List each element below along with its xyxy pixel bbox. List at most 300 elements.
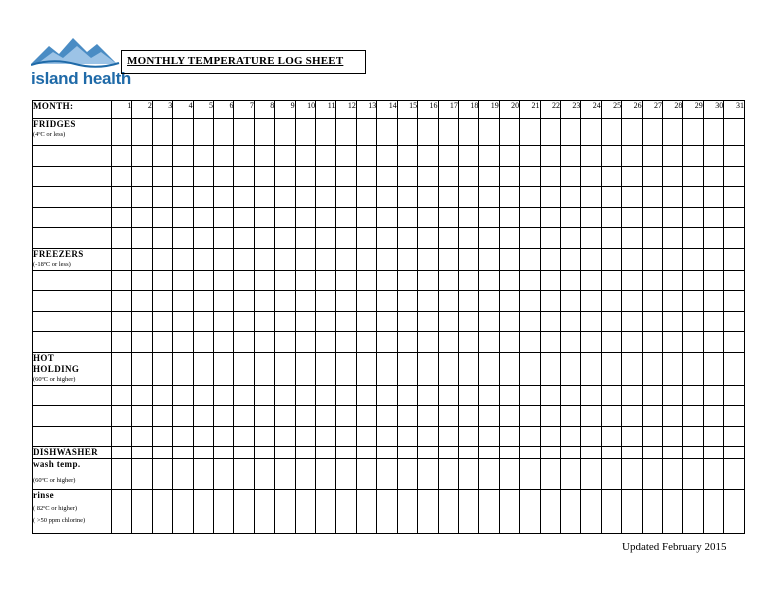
fridges-row-1-day-26[interactable] <box>622 146 642 167</box>
hot-holding-row-2-day-9[interactable] <box>275 406 295 427</box>
hot-holding-row-2-day-30[interactable] <box>703 406 723 427</box>
wash-temp-day-24[interactable] <box>581 459 601 490</box>
fridges-row-4-day-30[interactable] <box>703 207 723 228</box>
hot-holding-row-2-day-29[interactable] <box>683 406 703 427</box>
fridges-row-4-day-9[interactable] <box>275 207 295 228</box>
rinse-day-5[interactable] <box>193 490 213 534</box>
freezers-row-2-day-3[interactable] <box>152 291 172 312</box>
fridges-header-day-21[interactable] <box>520 119 540 146</box>
hot-holding-row-2-day-10[interactable] <box>295 406 315 427</box>
hot-holding-header-day-21[interactable] <box>520 352 540 385</box>
fridges-row-3-day-15[interactable] <box>397 187 417 208</box>
hot-holding-row-1-day-22[interactable] <box>540 385 560 406</box>
freezers-header-day-16[interactable] <box>418 248 438 270</box>
fridges-row-5-day-13[interactable] <box>356 228 376 249</box>
freezers-row-4-day-17[interactable] <box>438 332 458 353</box>
fridges-row-4-day-26[interactable] <box>622 207 642 228</box>
hot-holding-row-3-day-17[interactable] <box>438 426 458 447</box>
dishwasher-header-day-1[interactable] <box>112 447 132 459</box>
hot-holding-row-1-day-18[interactable] <box>458 385 478 406</box>
fridges-row-5-day-26[interactable] <box>622 228 642 249</box>
fridges-row-1-day-17[interactable] <box>438 146 458 167</box>
rinse-day-14[interactable] <box>377 490 397 534</box>
fridges-header-day-11[interactable] <box>316 119 336 146</box>
dishwasher-header-day-9[interactable] <box>275 447 295 459</box>
fridges-row-5-day-21[interactable] <box>520 228 540 249</box>
dishwasher-header-day-17[interactable] <box>438 447 458 459</box>
dishwasher-header-day-18[interactable] <box>458 447 478 459</box>
freezers-row-2-day-2[interactable] <box>132 291 152 312</box>
rinse-day-10[interactable] <box>295 490 315 534</box>
fridges-row-5-day-14[interactable] <box>377 228 397 249</box>
fridges-header-day-29[interactable] <box>683 119 703 146</box>
fridges-row-2-day-29[interactable] <box>683 166 703 187</box>
wash-temp-day-22[interactable] <box>540 459 560 490</box>
freezers-row-1-day-14[interactable] <box>377 270 397 291</box>
hot-holding-row-2-day-23[interactable] <box>560 406 580 427</box>
dishwasher-header-day-27[interactable] <box>642 447 662 459</box>
dishwasher-header-day-26[interactable] <box>622 447 642 459</box>
hot-holding-header-day-27[interactable] <box>642 352 662 385</box>
fridges-row-3-day-14[interactable] <box>377 187 397 208</box>
wash-temp-day-4[interactable] <box>173 459 193 490</box>
freezers-row-4-day-29[interactable] <box>683 332 703 353</box>
freezers-header-day-14[interactable] <box>377 248 397 270</box>
fridges-row-4-day-18[interactable] <box>458 207 478 228</box>
hot-holding-row-2-day-25[interactable] <box>601 406 621 427</box>
fridges-row-4-day-6[interactable] <box>214 207 234 228</box>
freezers-row-4-day-18[interactable] <box>458 332 478 353</box>
freezers-row-1-day-27[interactable] <box>642 270 662 291</box>
hot-holding-row-1-day-12[interactable] <box>336 385 356 406</box>
fridges-row-4-day-27[interactable] <box>642 207 662 228</box>
freezers-row-2-day-13[interactable] <box>356 291 376 312</box>
dishwasher-header-day-25[interactable] <box>601 447 621 459</box>
freezers-row-3-day-26[interactable] <box>622 311 642 332</box>
freezers-row-2-day-20[interactable] <box>499 291 519 312</box>
freezers-row-3-day-15[interactable] <box>397 311 417 332</box>
hot-holding-row-2-day-6[interactable] <box>214 406 234 427</box>
dishwasher-header-day-11[interactable] <box>316 447 336 459</box>
freezers-row-4-day-13[interactable] <box>356 332 376 353</box>
hot-holding-row-3-day-21[interactable] <box>520 426 540 447</box>
freezers-header-day-7[interactable] <box>234 248 254 270</box>
hot-holding-row-1-day-19[interactable] <box>479 385 499 406</box>
freezers-row-4-day-7[interactable] <box>234 332 254 353</box>
rinse-day-1[interactable] <box>112 490 132 534</box>
fridges-row-1-day-6[interactable] <box>214 146 234 167</box>
fridges-row-3-day-25[interactable] <box>601 187 621 208</box>
hot-holding-row-1-day-10[interactable] <box>295 385 315 406</box>
dishwasher-header-day-31[interactable] <box>724 447 745 459</box>
fridges-row-5-day-29[interactable] <box>683 228 703 249</box>
fridges-row-2-day-16[interactable] <box>418 166 438 187</box>
freezers-row-2-day-15[interactable] <box>397 291 417 312</box>
freezers-row-3-day-30[interactable] <box>703 311 723 332</box>
freezers-header-day-13[interactable] <box>356 248 376 270</box>
freezers-row-4-day-8[interactable] <box>254 332 274 353</box>
rinse-day-24[interactable] <box>581 490 601 534</box>
wash-temp-day-25[interactable] <box>601 459 621 490</box>
fridges-row-1-day-9[interactable] <box>275 146 295 167</box>
fridges-row-5-day-5[interactable] <box>193 228 213 249</box>
hot-holding-row-3-day-12[interactable] <box>336 426 356 447</box>
freezers-row-3-day-27[interactable] <box>642 311 662 332</box>
dishwasher-header-day-6[interactable] <box>214 447 234 459</box>
fridges-row-1-day-30[interactable] <box>703 146 723 167</box>
freezers-row-1-day-15[interactable] <box>397 270 417 291</box>
fridges-row-4-day-5[interactable] <box>193 207 213 228</box>
hot-holding-row-3-day-11[interactable] <box>316 426 336 447</box>
fridges-row-3-day-18[interactable] <box>458 187 478 208</box>
hot-holding-row-3-day-2[interactable] <box>132 426 152 447</box>
freezers-row-1-day-28[interactable] <box>662 270 682 291</box>
freezers-header-day-21[interactable] <box>520 248 540 270</box>
wash-temp-day-9[interactable] <box>275 459 295 490</box>
dishwasher-header-day-10[interactable] <box>295 447 315 459</box>
rinse-day-19[interactable] <box>479 490 499 534</box>
hot-holding-row-1-day-15[interactable] <box>397 385 417 406</box>
freezers-row-3-day-20[interactable] <box>499 311 519 332</box>
rinse-day-31[interactable] <box>724 490 745 534</box>
freezers-row-4-day-12[interactable] <box>336 332 356 353</box>
freezers-row-4-day-27[interactable] <box>642 332 662 353</box>
fridges-row-1-day-27[interactable] <box>642 146 662 167</box>
freezers-row-4-day-25[interactable] <box>601 332 621 353</box>
rinse-day-7[interactable] <box>234 490 254 534</box>
freezers-header-day-12[interactable] <box>336 248 356 270</box>
freezers-row-4-day-4[interactable] <box>173 332 193 353</box>
hot-holding-row-1-day-24[interactable] <box>581 385 601 406</box>
fridges-row-4-day-4[interactable] <box>173 207 193 228</box>
fridges-row-5-day-24[interactable] <box>581 228 601 249</box>
fridges-row-2-day-5[interactable] <box>193 166 213 187</box>
freezers-row-3-day-3[interactable] <box>152 311 172 332</box>
freezers-row-4-day-2[interactable] <box>132 332 152 353</box>
freezers-row-2-day-1[interactable] <box>112 291 132 312</box>
fridges-header-day-30[interactable] <box>703 119 723 146</box>
freezers-row-3-day-17[interactable] <box>438 311 458 332</box>
freezers-row-3-day-18[interactable] <box>458 311 478 332</box>
rinse-day-13[interactable] <box>356 490 376 534</box>
hot-holding-row-3-day-20[interactable] <box>499 426 519 447</box>
freezers-row-2-day-27[interactable] <box>642 291 662 312</box>
fridges-row-5-day-31[interactable] <box>724 228 745 249</box>
freezers-row-1-day-30[interactable] <box>703 270 723 291</box>
fridges-row-1-day-31[interactable] <box>724 146 745 167</box>
freezers-row-3-day-5[interactable] <box>193 311 213 332</box>
hot-holding-row-3-day-4[interactable] <box>173 426 193 447</box>
hot-holding-row-3-day-9[interactable] <box>275 426 295 447</box>
fridges-header-day-2[interactable] <box>132 119 152 146</box>
wash-temp-day-30[interactable] <box>703 459 723 490</box>
hot-holding-row-3-day-3[interactable] <box>152 426 172 447</box>
hot-holding-row-3-day-8[interactable] <box>254 426 274 447</box>
fridges-row-4-day-3[interactable] <box>152 207 172 228</box>
fridges-row-1-day-12[interactable] <box>336 146 356 167</box>
fridges-header-day-23[interactable] <box>560 119 580 146</box>
freezers-header-day-11[interactable] <box>316 248 336 270</box>
fridges-row-2-day-2[interactable] <box>132 166 152 187</box>
fridges-row-3-day-11[interactable] <box>316 187 336 208</box>
freezers-row-1-day-10[interactable] <box>295 270 315 291</box>
wash-temp-day-18[interactable] <box>458 459 478 490</box>
fridges-header-day-16[interactable] <box>418 119 438 146</box>
hot-holding-row-3-day-5[interactable] <box>193 426 213 447</box>
freezers-row-3-day-13[interactable] <box>356 311 376 332</box>
hot-holding-row-1-day-5[interactable] <box>193 385 213 406</box>
freezers-row-1-day-17[interactable] <box>438 270 458 291</box>
fridges-row-4-day-28[interactable] <box>662 207 682 228</box>
rinse-day-4[interactable] <box>173 490 193 534</box>
freezers-header-day-31[interactable] <box>724 248 745 270</box>
fridges-row-1-day-22[interactable] <box>540 146 560 167</box>
hot-holding-row-1-day-30[interactable] <box>703 385 723 406</box>
rinse-day-16[interactable] <box>418 490 438 534</box>
hot-holding-header-day-25[interactable] <box>601 352 621 385</box>
freezers-row-4-day-9[interactable] <box>275 332 295 353</box>
hot-holding-row-2-day-26[interactable] <box>622 406 642 427</box>
freezers-row-2-day-23[interactable] <box>560 291 580 312</box>
hot-holding-row-3-day-24[interactable] <box>581 426 601 447</box>
freezers-row-1-day-19[interactable] <box>479 270 499 291</box>
freezers-row-4-day-20[interactable] <box>499 332 519 353</box>
hot-holding-row-2-day-27[interactable] <box>642 406 662 427</box>
freezers-header-day-26[interactable] <box>622 248 642 270</box>
fridges-row-5-day-19[interactable] <box>479 228 499 249</box>
freezers-row-2-day-24[interactable] <box>581 291 601 312</box>
wash-temp-day-21[interactable] <box>520 459 540 490</box>
fridges-row-1-day-28[interactable] <box>662 146 682 167</box>
hot-holding-row-2-day-2[interactable] <box>132 406 152 427</box>
freezers-header-day-1[interactable] <box>112 248 132 270</box>
freezers-row-2-day-17[interactable] <box>438 291 458 312</box>
fridges-header-day-28[interactable] <box>662 119 682 146</box>
fridges-row-2-day-25[interactable] <box>601 166 621 187</box>
hot-holding-header-day-13[interactable] <box>356 352 376 385</box>
hot-holding-row-2-day-12[interactable] <box>336 406 356 427</box>
fridges-row-3-day-20[interactable] <box>499 187 519 208</box>
freezers-header-day-29[interactable] <box>683 248 703 270</box>
freezers-row-3-day-2[interactable] <box>132 311 152 332</box>
freezers-row-4-day-26[interactable] <box>622 332 642 353</box>
fridges-row-4-day-1[interactable] <box>112 207 132 228</box>
freezers-header-day-10[interactable] <box>295 248 315 270</box>
hot-holding-row-3-day-26[interactable] <box>622 426 642 447</box>
fridges-row-1-day-18[interactable] <box>458 146 478 167</box>
freezers-row-2-day-28[interactable] <box>662 291 682 312</box>
freezers-header-day-17[interactable] <box>438 248 458 270</box>
freezers-row-1-day-8[interactable] <box>254 270 274 291</box>
fridges-row-3-day-28[interactable] <box>662 187 682 208</box>
freezers-row-4-day-6[interactable] <box>214 332 234 353</box>
freezers-row-2-day-4[interactable] <box>173 291 193 312</box>
freezers-row-4-day-10[interactable] <box>295 332 315 353</box>
dishwasher-header-day-21[interactable] <box>520 447 540 459</box>
fridges-row-1-day-21[interactable] <box>520 146 540 167</box>
fridges-header-day-12[interactable] <box>336 119 356 146</box>
hot-holding-row-3-day-7[interactable] <box>234 426 254 447</box>
freezers-row-1-day-31[interactable] <box>724 270 745 291</box>
fridges-row-4-day-19[interactable] <box>479 207 499 228</box>
freezers-header-day-27[interactable] <box>642 248 662 270</box>
freezers-row-2-day-10[interactable] <box>295 291 315 312</box>
fridges-row-1-day-13[interactable] <box>356 146 376 167</box>
freezers-row-4-day-16[interactable] <box>418 332 438 353</box>
fridges-row-2-day-12[interactable] <box>336 166 356 187</box>
fridges-header-day-17[interactable] <box>438 119 458 146</box>
freezers-row-3-day-19[interactable] <box>479 311 499 332</box>
wash-temp-day-16[interactable] <box>418 459 438 490</box>
freezers-row-3-day-8[interactable] <box>254 311 274 332</box>
freezers-row-4-day-14[interactable] <box>377 332 397 353</box>
fridges-row-2-day-9[interactable] <box>275 166 295 187</box>
freezers-row-1-day-4[interactable] <box>173 270 193 291</box>
rinse-day-28[interactable] <box>662 490 682 534</box>
hot-holding-row-3-day-15[interactable] <box>397 426 417 447</box>
fridges-header-day-15[interactable] <box>397 119 417 146</box>
fridges-row-2-day-23[interactable] <box>560 166 580 187</box>
freezers-row-1-day-13[interactable] <box>356 270 376 291</box>
fridges-header-day-14[interactable] <box>377 119 397 146</box>
dishwasher-header-day-7[interactable] <box>234 447 254 459</box>
freezers-row-2-day-30[interactable] <box>703 291 723 312</box>
freezers-row-1-day-2[interactable] <box>132 270 152 291</box>
fridges-row-5-day-28[interactable] <box>662 228 682 249</box>
freezers-header-day-30[interactable] <box>703 248 723 270</box>
fridges-row-1-day-3[interactable] <box>152 146 172 167</box>
rinse-day-23[interactable] <box>560 490 580 534</box>
fridges-row-2-day-13[interactable] <box>356 166 376 187</box>
fridges-row-3-day-16[interactable] <box>418 187 438 208</box>
hot-holding-header-day-5[interactable] <box>193 352 213 385</box>
fridges-header-day-3[interactable] <box>152 119 172 146</box>
freezers-row-1-day-22[interactable] <box>540 270 560 291</box>
fridges-row-2-day-14[interactable] <box>377 166 397 187</box>
hot-holding-row-3-day-31[interactable] <box>724 426 745 447</box>
fridges-row-1-day-24[interactable] <box>581 146 601 167</box>
hot-holding-row-1-day-29[interactable] <box>683 385 703 406</box>
rinse-day-18[interactable] <box>458 490 478 534</box>
fridges-row-3-day-12[interactable] <box>336 187 356 208</box>
hot-holding-row-3-day-14[interactable] <box>377 426 397 447</box>
fridges-row-2-day-7[interactable] <box>234 166 254 187</box>
freezers-row-3-day-25[interactable] <box>601 311 621 332</box>
fridges-row-1-day-14[interactable] <box>377 146 397 167</box>
fridges-row-1-day-23[interactable] <box>560 146 580 167</box>
fridges-row-3-day-3[interactable] <box>152 187 172 208</box>
fridges-row-4-day-29[interactable] <box>683 207 703 228</box>
fridges-header-day-24[interactable] <box>581 119 601 146</box>
hot-holding-row-1-day-8[interactable] <box>254 385 274 406</box>
freezers-row-3-day-28[interactable] <box>662 311 682 332</box>
fridges-row-4-day-15[interactable] <box>397 207 417 228</box>
hot-holding-header-day-3[interactable] <box>152 352 172 385</box>
freezers-row-2-day-25[interactable] <box>601 291 621 312</box>
freezers-header-day-24[interactable] <box>581 248 601 270</box>
fridges-row-5-day-18[interactable] <box>458 228 478 249</box>
freezers-row-4-day-21[interactable] <box>520 332 540 353</box>
fridges-row-3-day-29[interactable] <box>683 187 703 208</box>
fridges-row-3-day-9[interactable] <box>275 187 295 208</box>
wash-temp-day-6[interactable] <box>214 459 234 490</box>
hot-holding-header-day-7[interactable] <box>234 352 254 385</box>
fridges-row-4-day-14[interactable] <box>377 207 397 228</box>
freezers-header-day-15[interactable] <box>397 248 417 270</box>
wash-temp-day-8[interactable] <box>254 459 274 490</box>
hot-holding-header-day-9[interactable] <box>275 352 295 385</box>
fridges-row-1-day-1[interactable] <box>112 146 132 167</box>
hot-holding-header-day-4[interactable] <box>173 352 193 385</box>
hot-holding-row-2-day-15[interactable] <box>397 406 417 427</box>
fridges-header-day-31[interactable] <box>724 119 745 146</box>
hot-holding-row-1-day-6[interactable] <box>214 385 234 406</box>
freezers-row-1-day-29[interactable] <box>683 270 703 291</box>
rinse-day-30[interactable] <box>703 490 723 534</box>
hot-holding-header-day-16[interactable] <box>418 352 438 385</box>
freezers-row-2-day-12[interactable] <box>336 291 356 312</box>
freezers-row-1-day-26[interactable] <box>622 270 642 291</box>
freezers-row-3-day-6[interactable] <box>214 311 234 332</box>
fridges-row-1-day-7[interactable] <box>234 146 254 167</box>
hot-holding-row-2-day-3[interactable] <box>152 406 172 427</box>
dishwasher-header-day-23[interactable] <box>560 447 580 459</box>
hot-holding-header-day-12[interactable] <box>336 352 356 385</box>
wash-temp-day-5[interactable] <box>193 459 213 490</box>
fridges-row-5-day-23[interactable] <box>560 228 580 249</box>
hot-holding-header-day-18[interactable] <box>458 352 478 385</box>
fridges-row-2-day-18[interactable] <box>458 166 478 187</box>
hot-holding-row-2-day-1[interactable] <box>112 406 132 427</box>
freezers-header-day-2[interactable] <box>132 248 152 270</box>
fridges-row-4-day-23[interactable] <box>560 207 580 228</box>
hot-holding-row-3-day-19[interactable] <box>479 426 499 447</box>
fridges-header-day-20[interactable] <box>499 119 519 146</box>
fridges-header-day-6[interactable] <box>214 119 234 146</box>
dishwasher-header-day-2[interactable] <box>132 447 152 459</box>
wash-temp-day-10[interactable] <box>295 459 315 490</box>
hot-holding-row-3-day-23[interactable] <box>560 426 580 447</box>
freezers-row-3-day-4[interactable] <box>173 311 193 332</box>
dishwasher-header-day-28[interactable] <box>662 447 682 459</box>
fridges-row-1-day-25[interactable] <box>601 146 621 167</box>
wash-temp-day-1[interactable] <box>112 459 132 490</box>
freezers-header-day-22[interactable] <box>540 248 560 270</box>
freezers-row-1-day-18[interactable] <box>458 270 478 291</box>
rinse-day-21[interactable] <box>520 490 540 534</box>
dishwasher-header-day-4[interactable] <box>173 447 193 459</box>
hot-holding-header-day-6[interactable] <box>214 352 234 385</box>
fridges-row-2-day-28[interactable] <box>662 166 682 187</box>
fridges-header-day-1[interactable] <box>112 119 132 146</box>
hot-holding-row-2-day-20[interactable] <box>499 406 519 427</box>
freezers-row-2-day-11[interactable] <box>316 291 336 312</box>
fridges-header-day-19[interactable] <box>479 119 499 146</box>
fridges-row-1-day-2[interactable] <box>132 146 152 167</box>
fridges-row-5-day-15[interactable] <box>397 228 417 249</box>
fridges-row-5-day-6[interactable] <box>214 228 234 249</box>
fridges-row-2-day-27[interactable] <box>642 166 662 187</box>
hot-holding-row-2-day-17[interactable] <box>438 406 458 427</box>
wash-temp-day-11[interactable] <box>316 459 336 490</box>
freezers-row-3-day-22[interactable] <box>540 311 560 332</box>
freezers-row-2-day-16[interactable] <box>418 291 438 312</box>
hot-holding-row-2-day-18[interactable] <box>458 406 478 427</box>
freezers-row-2-day-5[interactable] <box>193 291 213 312</box>
hot-holding-row-2-day-7[interactable] <box>234 406 254 427</box>
fridges-row-5-day-25[interactable] <box>601 228 621 249</box>
fridges-row-1-day-10[interactable] <box>295 146 315 167</box>
